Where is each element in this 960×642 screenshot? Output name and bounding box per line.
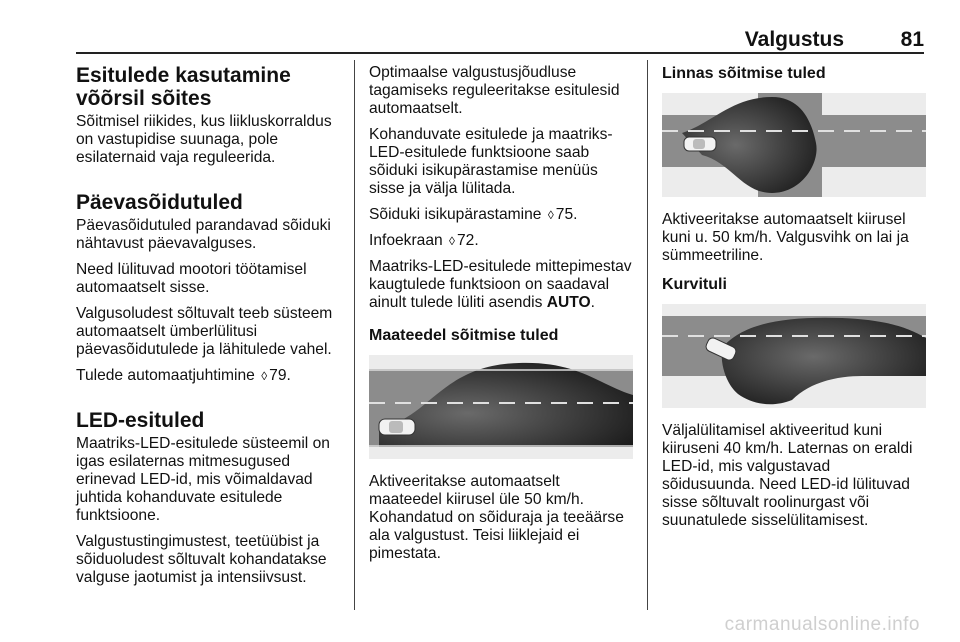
auto-label: AUTO xyxy=(546,294,591,311)
paragraph-with-ref xyxy=(76,367,340,385)
paragraph-with-ref xyxy=(369,232,633,250)
curve-light-illustration xyxy=(662,304,926,408)
paragraph: Kohanduvate esitulede ja maatriks-LED-esitulede funktsioone saab sõiduki isikupärastamise menüüs sisse ja välja lülitada. xyxy=(369,126,613,197)
ref-text: Infoekraan xyxy=(369,232,443,249)
heading-curve-light: Kurvituli xyxy=(662,276,727,293)
paragraph: Optimaalse valgustusjõudluse tagamiseks reguleeritakse esitulesid automaatselt. xyxy=(369,64,620,117)
paragraph: Aktiveeritakse automaatselt kiirusel kuni u. 50 km/h. Valgusvihk on lai ja sümmeetriline. xyxy=(662,211,909,264)
page-ref[interactable]: 79. xyxy=(269,367,291,384)
page-ref[interactable]: 72. xyxy=(456,232,479,249)
heading-country-lights: Maateedel sõitmise tuled xyxy=(369,327,559,344)
paragraph xyxy=(369,258,633,312)
page-ref[interactable]: 75. xyxy=(555,206,578,223)
page-ref-icon: ◊ xyxy=(449,234,455,248)
heading-daytime-lights: Päevasõidutuled xyxy=(76,191,243,214)
car-icon xyxy=(379,419,415,435)
ref-text: Tulede automaatjuhtimine xyxy=(76,367,255,384)
page-header xyxy=(76,26,924,54)
paragraph: Valgusoludest sõltuvalt teeb süsteem automaatselt ümberlülitusi päevasõidutulede ja lähitulede vahel. xyxy=(76,305,333,358)
page-ref-icon: ◊ xyxy=(547,208,554,222)
car-icon xyxy=(684,137,716,151)
paragraph: Maatriks-LED-esitulede süsteemil on igas esilaternas mitmesugused erinevad LED-id, mis võimaldavad juhtida kohanduvate esitulede funktsioone. xyxy=(76,435,330,524)
page-ref-icon: ◊ xyxy=(261,369,268,383)
paragraph: Väljalülitamisel aktiveeritud kuni kiiruseni 40 km/h. Laternas on eraldi LED-id, mis valgustavad sõidusuunda. Need LED-id lülituvad sisse sõltuvalt roolinurgast või suunatulede sisselülitamisest. xyxy=(662,422,913,529)
heading-foreign-driving: Esitulede kasutamine võõrsil sõites xyxy=(76,64,291,110)
watermark: carmanualsonline.info xyxy=(724,614,920,635)
paragraph: Valgustustingimustest, teetüübist ja sõiduoludest sõltuvalt kohandatakse valguse jaotumist ja intensiivsust. xyxy=(76,533,327,586)
header-title: Valgustus xyxy=(744,28,844,51)
column-divider xyxy=(647,60,648,610)
paragraph: Need lülituvad mootori töötamisel automaatselt sisse. xyxy=(76,261,307,296)
column-2 xyxy=(369,64,633,571)
column-divider xyxy=(354,60,355,610)
column-3 xyxy=(662,64,926,538)
page-number: 81 xyxy=(900,28,924,51)
paragraph: Päevasõidutuled parandavad sõiduki nähtavust päevavalguses. xyxy=(76,217,331,252)
paragraph: Aktiveeritakse automaatselt maateedel kiirusel üle 50 km/h. Kohandatud on sõiduraja ja teeäärse ala valgustust. Teisi liiklejaid ei pimestata. xyxy=(369,473,624,562)
paragraph-text: . xyxy=(590,294,595,311)
paragraph-text: Maatriks-LED-esitulede mittepimestav kaugtulede funktsioon on saadaval ainult tulede lüliti asendis xyxy=(369,258,632,311)
country-light-illustration xyxy=(369,355,633,459)
city-light-illustration xyxy=(662,93,926,197)
paragraph-with-ref xyxy=(369,206,633,224)
ref-text: Sõiduki isikupärastamine xyxy=(369,206,542,223)
column-1 xyxy=(76,64,340,595)
paragraph: Sõitmisel riikides, kus liikluskorraldus on vastupidise suunaga, pole esilaternaid vaja reguleerida. xyxy=(76,113,332,166)
heading-led-headlights: LED-esituled xyxy=(76,409,205,432)
heading-city-lights: Linnas sõitmise tuled xyxy=(662,65,826,82)
